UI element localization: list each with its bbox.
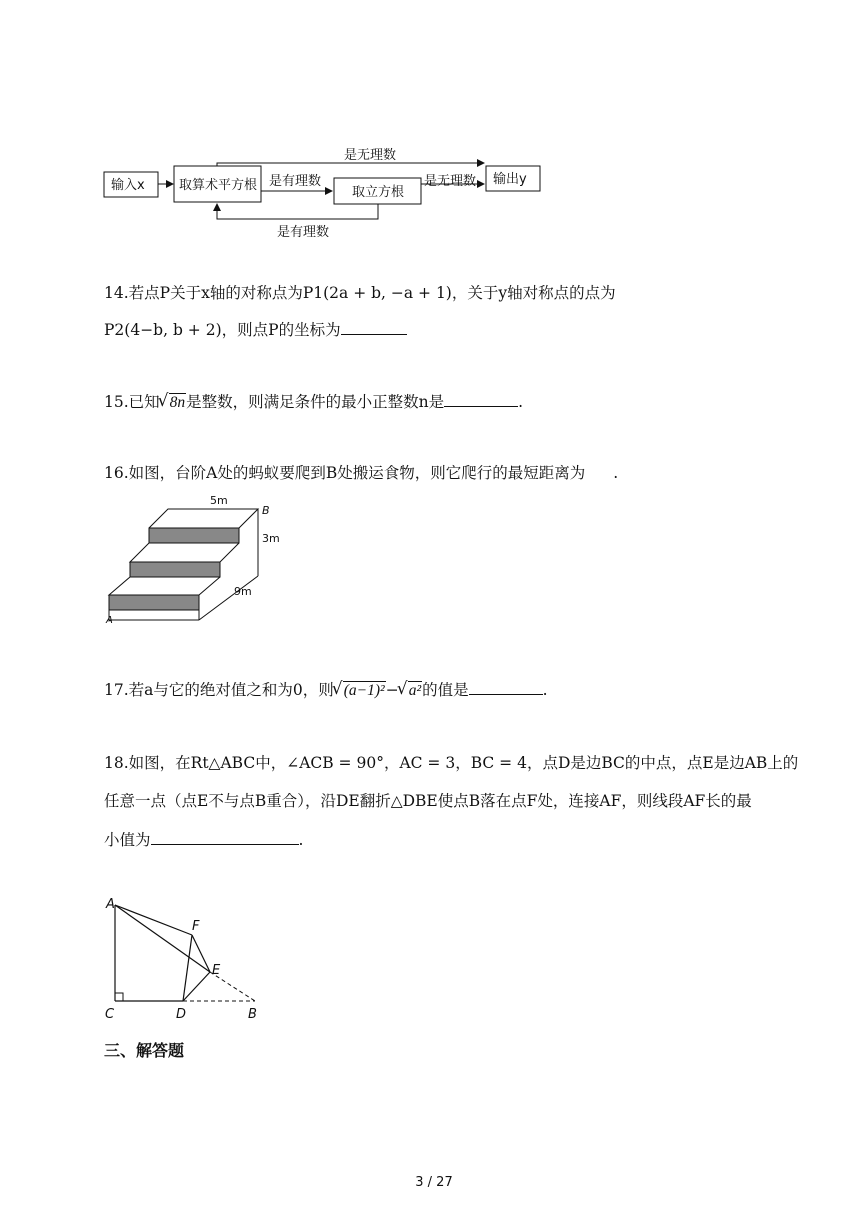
step-1-front [109, 595, 199, 610]
step-3-front [149, 528, 239, 543]
section-title: 三、解答题 [104, 1041, 185, 1060]
sqrt-8n [160, 393, 187, 413]
sqrt-box-label: 取算术平方根 [179, 178, 258, 193]
segment-AF [115, 905, 192, 935]
question-17 [104, 680, 548, 701]
question-17-prefix: 17.若a与它的绝对值之和为0，则 [104, 681, 334, 699]
question-15-end: . [518, 393, 524, 411]
segment-FD [183, 935, 192, 1001]
question-15-prefix: 15.已知 [104, 393, 160, 411]
label-E: E [212, 963, 221, 978]
question-16-end: . [613, 464, 619, 482]
radicand-2: a² [408, 682, 422, 699]
arrow-rational-mid-label: 是有理数 [269, 174, 322, 189]
question-14-line2 [104, 320, 407, 340]
label-A: A [106, 615, 113, 626]
input-label: 输入x [111, 178, 145, 193]
minus-sign: − [385, 681, 399, 699]
arrow-cbrt-back-to-sqrt [217, 204, 378, 219]
question-16 [104, 464, 618, 483]
label-5m: 5m [210, 494, 228, 507]
arrow-rational-bottom-label: 是有理数 [277, 225, 330, 240]
question-17-suffix: 的值是 [422, 681, 469, 699]
right-angle-mark [115, 993, 123, 1001]
question-15 [104, 392, 523, 413]
question-17-end: . [542, 681, 548, 699]
question-18-line3 [104, 830, 303, 850]
step-outline-3 [109, 577, 220, 595]
label-B: B [262, 504, 270, 517]
label-3m: 3m [262, 532, 280, 545]
arrow-irrational-top-label: 是无理数 [344, 148, 397, 163]
side-bottom [199, 576, 258, 620]
question-18-line1: 18.如图，在Rt△ABC中，∠ACB = 90°，AC = 3，BC = 4，点D是边BC的中点，点E是边AB上的 [104, 754, 799, 772]
segment-FE [192, 935, 210, 972]
step-outline [149, 509, 258, 528]
step-outline-2 [130, 543, 239, 562]
label-A: A [106, 897, 115, 912]
question-18-end: . [298, 831, 304, 849]
segment-AE [115, 905, 210, 972]
question-14-line1: 14.若点P关于x轴的对称点为P1(2a + b, −a + 1)，关于y轴对称点的点为 [104, 284, 616, 302]
arrow-irrational-right-label: 是无理数 [424, 174, 477, 189]
page-number: 3 / 27 [415, 1175, 453, 1190]
answer-blank-17 [469, 680, 543, 695]
question-14-text: P2(4−b, b + 2)，则点P的坐标为 [104, 321, 341, 339]
answer-blank-18 [151, 830, 299, 845]
cbrt-box-label: 取立方根 [352, 185, 405, 200]
segment-DE [183, 972, 210, 1001]
label-F: F [192, 919, 200, 934]
radicand-8n: 8n [169, 394, 186, 411]
question-18-line2: 任意一点（点E不与点B重合），沿DE翻折△DBE使点B落在点F处，连接AF，则线段AF长的最 [104, 792, 752, 810]
sqrt-a-squared [399, 681, 422, 701]
question-16-text: 16.如图，台阶A处的蚂蚁要爬到B处搬运食物，则它爬行的最短距离为 [104, 464, 586, 482]
output-label: 输出y [493, 172, 527, 187]
answer-blank-14 [341, 320, 407, 335]
label-C: C [105, 1007, 115, 1022]
question-18-text: 小值为 [104, 831, 151, 849]
label-9m: 9m [234, 585, 252, 598]
stairs-figure [100, 490, 300, 630]
sqrt-a-minus-1-squared [334, 681, 386, 701]
step-2-front [130, 562, 220, 577]
flowchart-diagram [0, 140, 868, 250]
question-15-suffix: 是整数，则满足条件的最小正整数n是 [186, 393, 445, 411]
radicand-1: (a−1)² [343, 682, 385, 699]
label-B: B [248, 1007, 257, 1022]
label-D: D [176, 1007, 187, 1022]
triangle-figure [100, 890, 270, 1025]
answer-blank-15 [444, 392, 518, 407]
